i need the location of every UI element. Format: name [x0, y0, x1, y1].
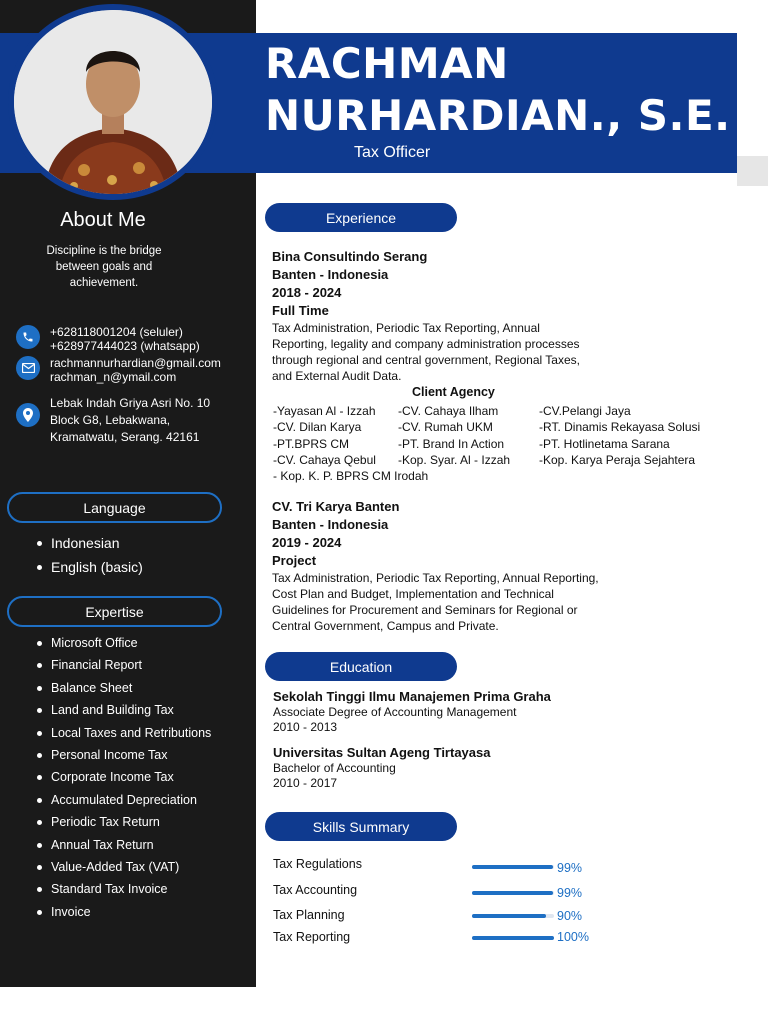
client-item: -RT. Dinamis Rekayasa Solusi — [539, 420, 701, 435]
client-item: -CV. Rumah UKM — [398, 420, 493, 435]
client-item: -PT. Brand In Action — [398, 436, 505, 451]
client-item: -CV. Cahaya Ilham — [398, 404, 499, 418]
job-desc-line: Reporting, legality and company administration processes — [272, 337, 580, 351]
skill-bar — [472, 891, 554, 895]
client-item: -Yayasan Al - Izzah — [273, 404, 376, 418]
skill-label: Tax Accounting — [273, 883, 358, 897]
expertise-item: Microsoft Office — [37, 632, 211, 654]
skill-bar-fill — [472, 865, 553, 869]
expertise-item: Standard Tax Invoice — [37, 878, 211, 900]
job-desc-line: Guidelines for Procurement and Seminars for Regional or — [272, 603, 578, 617]
contact-phone — [16, 325, 200, 353]
about-title: About Me — [60, 209, 146, 231]
client-item: -CV. Dilan Karya — [273, 420, 362, 435]
name-line-2: NURHARDIAN., S.E. — [265, 91, 731, 140]
job-entry-2 — [272, 498, 662, 634]
expertise-item: Periodic Tax Return — [37, 811, 211, 833]
expertise-item: Financial Report — [37, 654, 211, 676]
name-line-1: RACHMAN — [265, 39, 509, 88]
job-location: Banten - Indonesia — [272, 267, 389, 282]
job-entry-1 — [272, 248, 662, 384]
contact-email — [16, 356, 221, 384]
skill-bar-fill — [472, 914, 546, 918]
phone-icon — [16, 325, 40, 349]
banner-shadow — [737, 156, 768, 186]
client-item: -PT. Hotlinetama Sarana — [539, 436, 670, 451]
phone-cell[interactable]: +628118001204 (seluler) — [50, 325, 183, 339]
expertise-item: Land and Building Tax — [37, 699, 211, 721]
skill-percent: 90% — [557, 909, 583, 923]
education-period: 2010 - 2017 — [273, 776, 338, 790]
job-desc-line: Central Government, Campus and Private. — [272, 619, 499, 633]
job-type: Full Time — [272, 303, 329, 318]
client-item: -CV.Pelangi Jaya — [539, 404, 631, 418]
job-type: Project — [272, 553, 317, 568]
skills-heading: Skills Summary — [265, 812, 457, 841]
skill-label: Tax Reporting — [273, 930, 351, 944]
job-title: Tax Officer — [354, 144, 431, 161]
job-desc-line: through regional and central government, Regional Taxes, — [272, 353, 580, 367]
expertise-item: Value-Added Tax (VAT) — [37, 856, 211, 878]
client-item: - Kop. K. P. BPRS CM Irodah — [273, 469, 429, 484]
candidate-name — [265, 38, 731, 142]
language-heading: Language — [7, 492, 222, 523]
education-period: 2010 - 2013 — [273, 720, 338, 734]
education-entry-2 — [273, 744, 490, 791]
education-entry-1 — [273, 688, 551, 735]
about-text: Discipline is the bridge between goals and achievement. — [46, 245, 162, 289]
client-column-2 — [398, 403, 510, 468]
expertise-item: Annual Tax Return — [37, 834, 211, 856]
language-list — [37, 531, 143, 579]
skill-percent: 99% — [557, 861, 583, 875]
phone-whatsapp[interactable]: +628977444023 (whatsapp) — [50, 339, 200, 353]
education-degree: Associate Degree of Accounting Management — [273, 705, 517, 719]
client-item: -Kop. Karya Peraja Sejahtera — [539, 452, 696, 467]
expertise-item: Personal Income Tax — [37, 744, 211, 766]
email-secondary[interactable]: rachman_n@ymail.com — [50, 370, 177, 384]
job-company: Bina Consultindo Serang — [272, 249, 428, 264]
job-location: Banten - Indonesia — [272, 517, 389, 532]
education-school: Universitas Sultan Ageng Tirtayasa — [273, 745, 491, 760]
client-item: -CV. Cahaya Qebul — [273, 452, 376, 467]
job-desc-line: Tax Administration, Periodic Tax Reporting, Annual — [272, 321, 540, 335]
skill-bar — [472, 865, 554, 869]
contact-address — [16, 395, 210, 446]
job-desc-line: and External Audit Data. — [272, 369, 402, 383]
job-desc-line: Cost Plan and Budget, Implementation and Technical — [272, 587, 554, 601]
education-heading: Education — [265, 652, 457, 681]
email-primary[interactable]: rachmannurhardian@gmail.com — [50, 356, 221, 370]
skill-percent: 100% — [557, 930, 589, 944]
expertise-item: Balance Sheet — [37, 677, 211, 699]
skill-bar — [472, 914, 554, 918]
job-desc-line: Tax Administration, Periodic Tax Reporting, Annual Reporting, — [272, 571, 599, 585]
expertise-item: Local Taxes and Retributions — [37, 722, 211, 744]
skill-label: Tax Regulations — [273, 857, 362, 871]
skill-bar — [472, 936, 554, 940]
expertise-heading: Expertise — [7, 596, 222, 627]
client-column-3 — [539, 403, 700, 468]
skill-percent: 99% — [557, 886, 583, 900]
language-item: English (basic) — [37, 555, 143, 579]
expertise-list — [37, 632, 211, 923]
location-pin-icon — [16, 403, 40, 427]
job-period: 2019 - 2024 — [272, 535, 342, 550]
profile-photo — [14, 10, 212, 194]
experience-heading: Experience — [265, 203, 457, 232]
language-item: Indonesian — [37, 531, 143, 555]
address-line-2: Block G8, Lebakwana, — [50, 413, 171, 427]
skill-bar-fill — [472, 891, 553, 895]
education-school: Sekolah Tinggi Ilmu Manajemen Prima Graha — [273, 689, 551, 704]
client-agency-title: Client Agency — [412, 385, 495, 399]
education-degree: Bachelor of Accounting — [273, 761, 396, 775]
mail-icon — [16, 356, 40, 380]
expertise-item: Invoice — [37, 901, 211, 923]
expertise-item: Accumulated Depreciation — [37, 789, 211, 811]
skill-bar-fill — [472, 936, 554, 940]
job-company: CV. Tri Karya Banten — [272, 499, 400, 514]
client-item: -PT.BPRS CM — [273, 436, 350, 451]
skill-label: Tax Planning — [273, 908, 345, 922]
expertise-item: Corporate Income Tax — [37, 766, 211, 788]
address-line-3: Kramatwatu, Serang. 42161 — [50, 430, 200, 444]
address-line-1: Lebak Indah Griya Asri No. 10 — [50, 396, 211, 410]
job-period: 2018 - 2024 — [272, 285, 342, 300]
client-item: -Kop. Syar. Al - Izzah — [398, 452, 511, 467]
